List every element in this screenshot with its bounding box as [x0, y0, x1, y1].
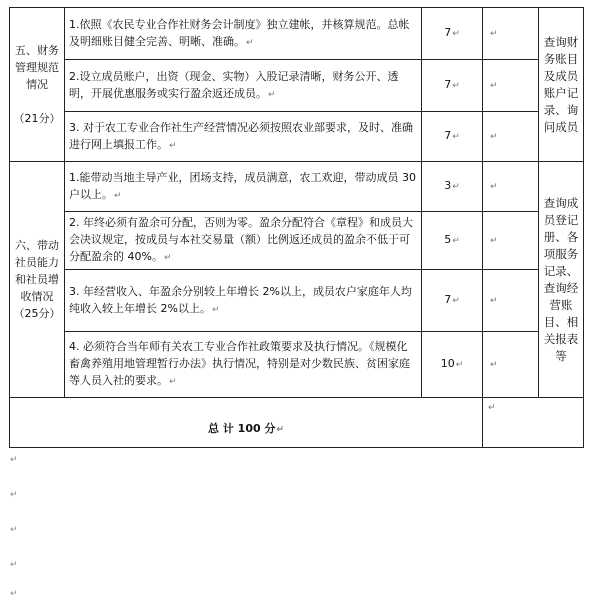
paragraph-mark: ↵: [10, 490, 18, 500]
deduction-cell: ↵: [483, 8, 539, 60]
points-cell: 7↵: [422, 8, 483, 60]
criterion-text: 3. 年经营收入、年盈余分别较上年增长 2%以上，成员农户家庭年人均纯收入较上年增长 2%以上。↵: [65, 270, 422, 332]
category-line: 社员能力: [15, 256, 59, 269]
category-line: 情况: [26, 78, 48, 91]
paragraph-mark: ↵: [10, 589, 18, 599]
category-line: 收情况: [20, 290, 54, 303]
total-cell: 总 计 100 分↵: [10, 398, 483, 448]
points-cell: 7↵: [422, 270, 483, 332]
points-cell: 5↵: [422, 212, 483, 270]
table-row: [10, 398, 584, 448]
category-line: 六、带动: [15, 239, 59, 252]
points-cell: 10↵: [422, 332, 483, 398]
deduction-cell: ↵: [483, 270, 539, 332]
category-line: （21分）: [13, 112, 61, 125]
table-row: [10, 112, 584, 162]
category-line: [10, 93, 64, 110]
criterion-text: 3. 对于农工专业合作社生产经营情况必须按照农业部要求，及时、准确进行网上填报工作。↵: [65, 112, 422, 162]
inspection-method-cell: 查询财务账目及成员账户记录、询问成员: [539, 8, 584, 162]
category-line: 和社员增: [15, 273, 59, 286]
category-cell: [10, 8, 65, 162]
scoring-table: [9, 7, 584, 448]
paragraph-mark: ↵: [10, 525, 18, 535]
category-line: 五、财务: [15, 44, 59, 57]
table-row: [10, 270, 584, 332]
criterion-text: 1.能带动当地主导产业，团场支持，成员满意，农工欢迎，带动成员 30 户以上。↵: [65, 162, 422, 212]
deduction-cell: ↵: [483, 332, 539, 398]
category-line: 管理规范: [15, 61, 59, 74]
deduction-cell: ↵: [483, 162, 539, 212]
points-cell: 3↵: [422, 162, 483, 212]
inspection-method-cell: 查询成员登记册、各项服务记录、查询经营账目、相关报表等: [539, 162, 584, 398]
points-cell: 7↵: [422, 112, 483, 162]
criterion-text: 4. 必须符合当年师有关农工专业合作社政策要求及执行情况。《规模化畜禽养殖用地管理暂行办法》执行情况，特别是对少数民族、贫困家庭等人员入社的要求。↵: [65, 332, 422, 398]
paragraph-mark: ↵: [10, 455, 18, 465]
criterion-text: 2. 年终必须有盈余可分配，否则为零。盈余分配符合《章程》和成员大会决议规定，按成员与本社交易量（额）比例返还成员的盈余不低于可分配盈余的 40%。↵: [65, 212, 422, 270]
table-row: [10, 212, 584, 270]
table-row: [10, 60, 584, 112]
points-cell: 7↵: [422, 60, 483, 112]
criterion-text: 2.设立成员账户，出资（现金、实物）入股记录清晰，财务公开、透明，开展优惠服务或实行盈余返还成员。↵: [65, 60, 422, 112]
deduction-cell: ↵: [483, 60, 539, 112]
total-label: 总 计 100 分: [208, 422, 276, 435]
table-row: [10, 332, 584, 398]
deduction-cell: ↵: [483, 212, 539, 270]
category-line: （25分）: [13, 307, 61, 320]
deduction-cell: ↵: [483, 112, 539, 162]
table-row: [10, 162, 584, 212]
criterion-text: 1.依照《农民专业合作社财务会计制度》独立建帐，并核算规范。总帐及明细账目健全完善、明晰、准确。↵: [65, 8, 422, 60]
total-empty-cell: ↵: [483, 398, 584, 448]
table-row: [10, 8, 584, 60]
category-cell: [10, 162, 65, 398]
paragraph-mark: ↵: [10, 560, 18, 570]
